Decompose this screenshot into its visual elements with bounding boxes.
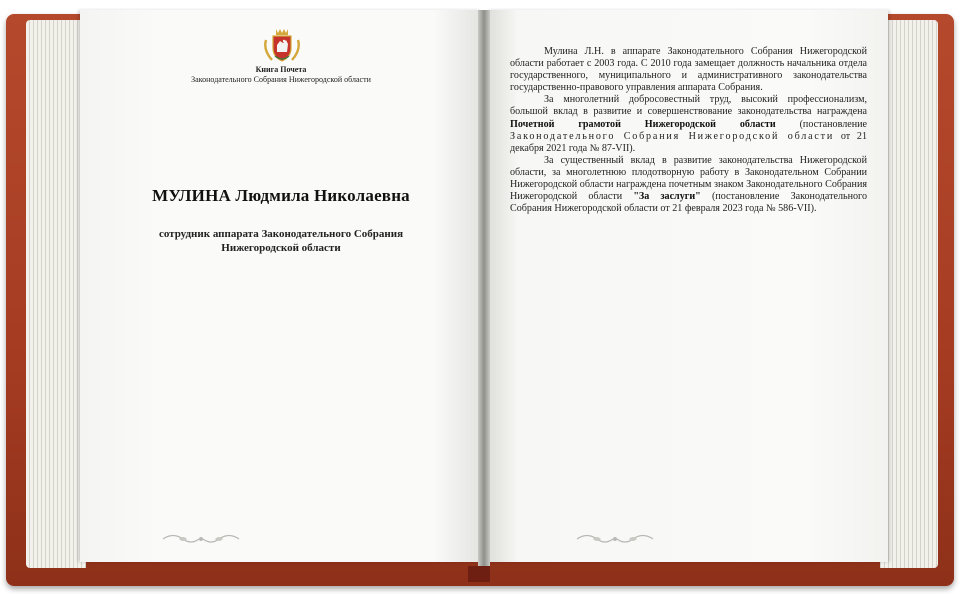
person-name: МУЛИНА Людмила Николаевна [152,186,410,205]
coat-of-arms-icon [263,26,301,64]
ornament-icon [575,531,655,547]
bookmark-ribbon [468,566,490,582]
bio-p3-after: (постановление Законодательного Собрания Нижегородской области от 21 февраля 2023 года № 586-VII). [510,191,867,215]
page-edges-left [26,20,86,568]
ornament-icon [161,531,241,547]
bio-p2-after: от 21 декабря 2021 года № 87-VII). [510,130,867,154]
page-edges-right [880,20,938,568]
bio-paragraph-3 [510,155,867,215]
person-position: сотрудник аппарата Законодательного Собрания Нижегородской области [158,228,404,254]
book-spine [478,10,490,568]
assembly-name: Законодательного Собрания Нижегородской области [191,75,371,84]
bio-p2-spaced: Законодательного Собрания Нижегородской области [510,130,835,142]
left-page [80,10,482,562]
bio-paragraph-2 [510,94,867,154]
bio-paragraph-1: Мулина Л.Н. в аппарате Законодательного Собрания Нижегородской области работает с 2003 года. С 2010 года замещает должность начальника отдела государственного, муниципального и административного законодательства государственно-правового управления аппарата Собрания. [510,46,867,94]
award-certificate: Почетной грамотой Нижегородской области [510,118,776,130]
biography-text [510,46,867,215]
bio-p2-mid: (постановление [775,118,868,130]
book-title: Книга Почета [255,65,307,74]
bio-p3-text: За существенный вклад в развитие законодательства Нижегородской области, за многолетнюю плодотворную работу в Законодательном Собрании Нижегородской области награждена почетным знаком Законодательного Собрания Нижегородской области [510,154,867,203]
bio-p2-text: За многолетний добросовестный труд, высокий профессионализм, большой вклад в развитие и совершенствование законодательства награждена [510,94,867,118]
award-badge: "За заслуги" [633,191,701,203]
